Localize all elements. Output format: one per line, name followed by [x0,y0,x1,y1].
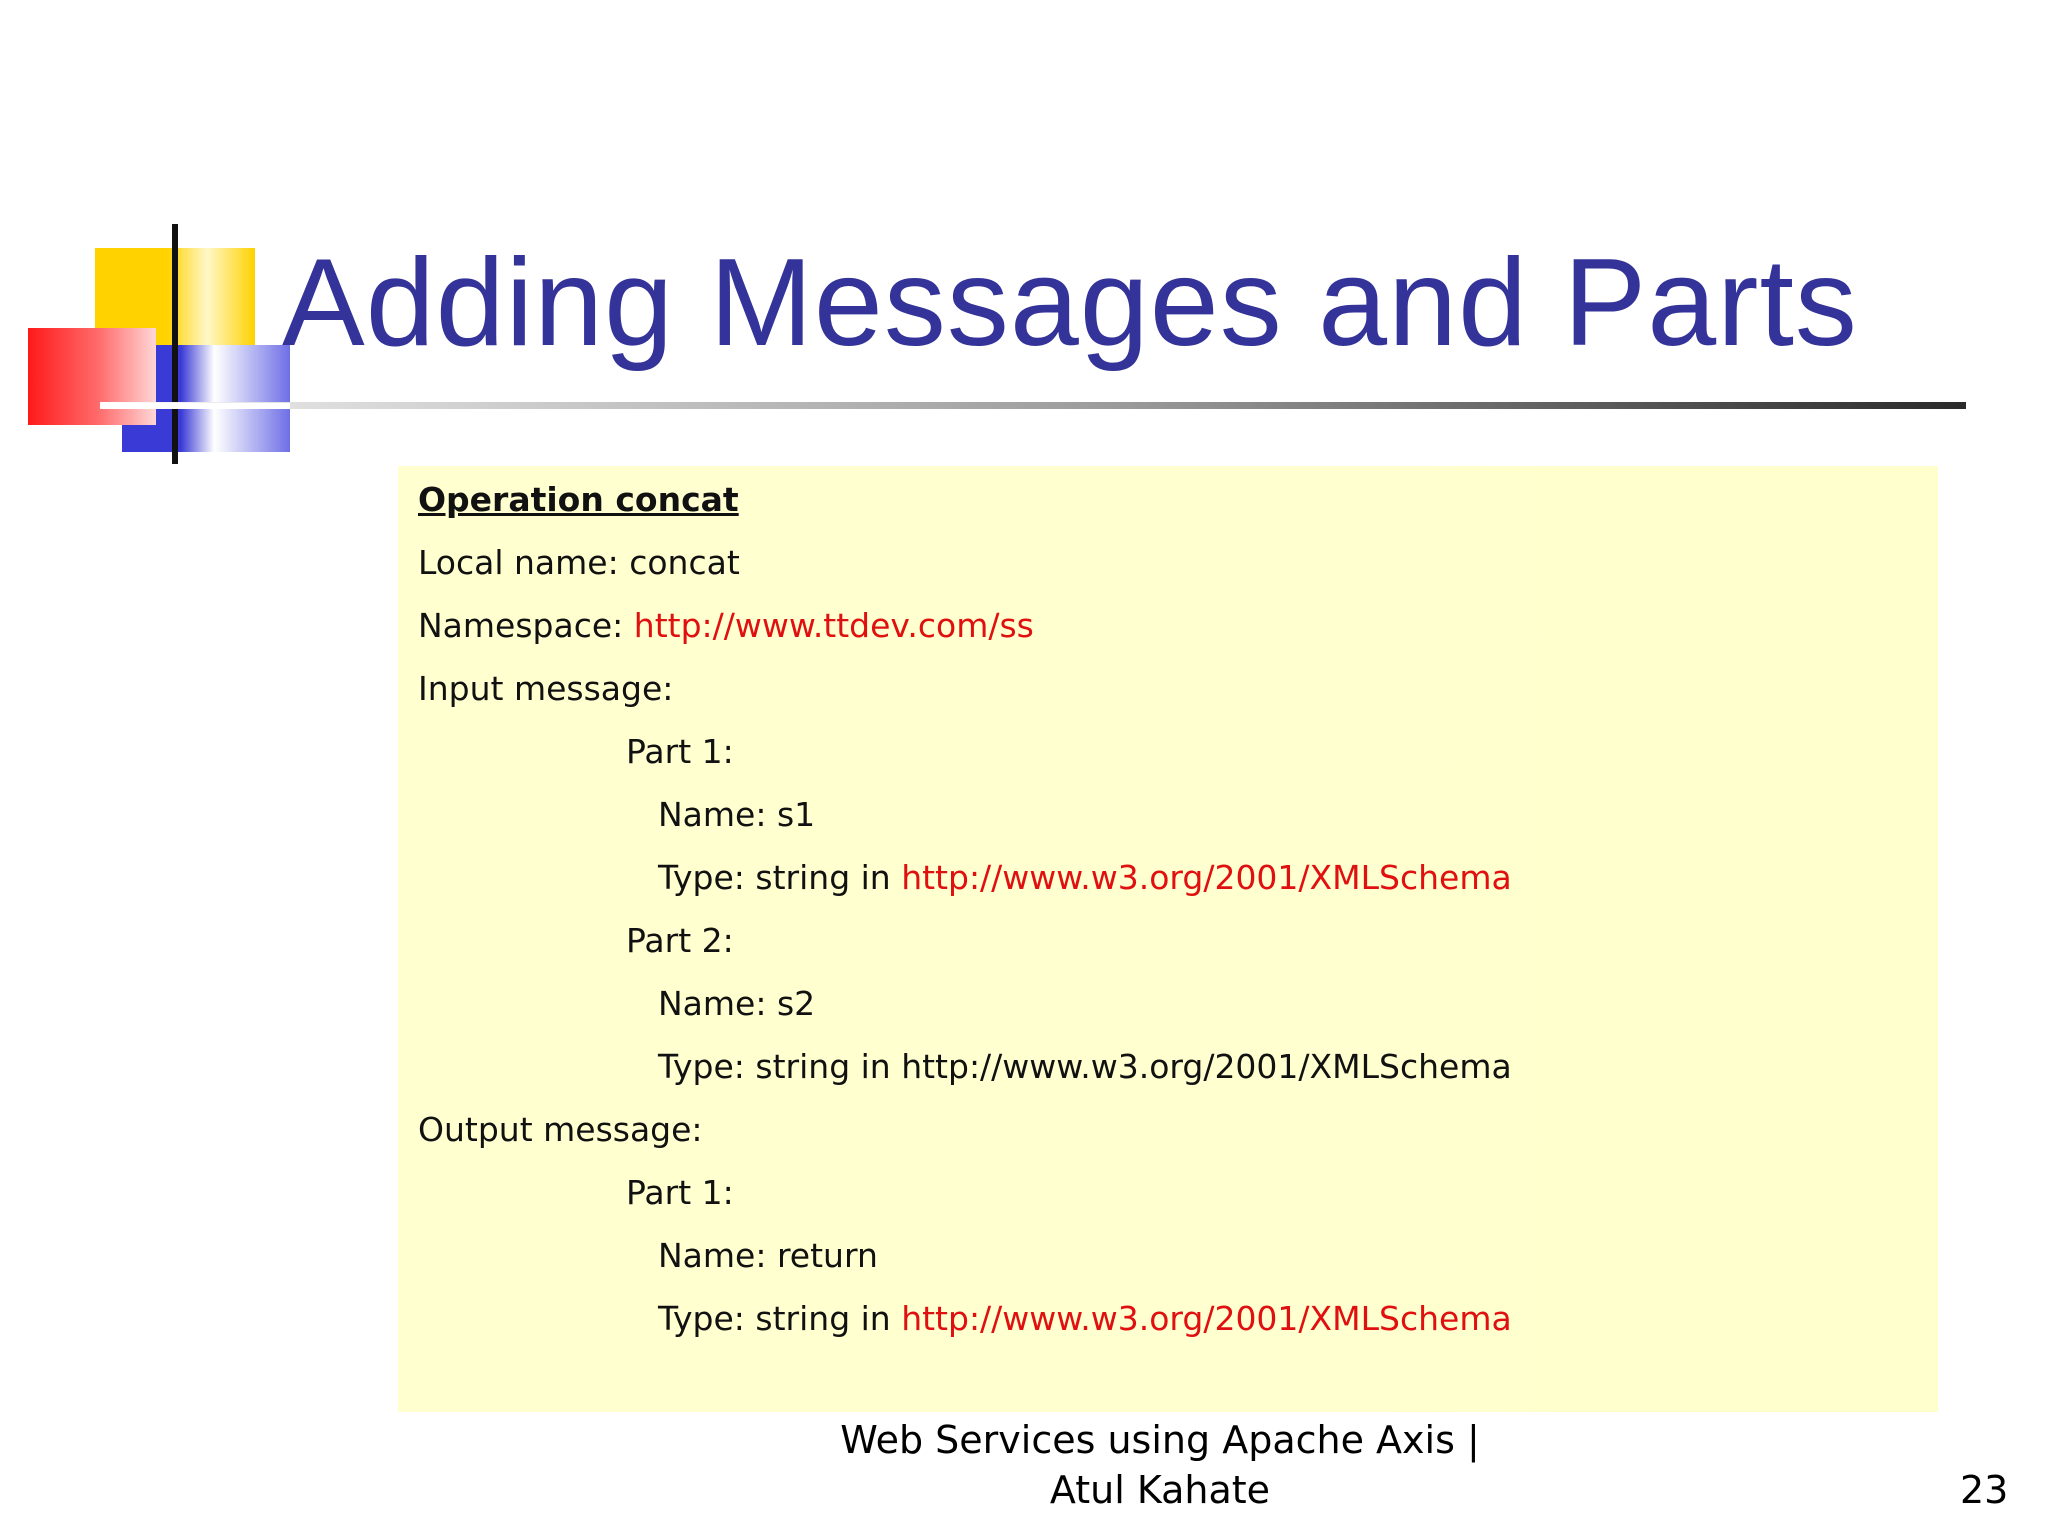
input-part1-name: Name: s1 [658,795,816,834]
output-part1-label: Part 1: [626,1173,734,1212]
footer-line2: Atul Kahate [1049,1468,1271,1512]
page-number: 23 [1960,1468,2009,1512]
output-part1-type-url-link[interactable]: http://www.w3.org/2001/XMLSchema [901,1299,1512,1338]
input-part1-type-label: Type: string in [658,858,902,897]
slide-footer [800,1415,1520,1515]
output-part1-type-label: Type: string in [658,1299,902,1338]
local-name-line: Local name: concat [418,543,740,582]
operation-heading: Operation concat [418,480,739,519]
footer-line1: Web Services using Apache Axis | [840,1418,1480,1462]
input-part1-type-line [658,858,1512,898]
input-message-label: Input message: [418,669,674,708]
namespace-line [418,606,1034,646]
content-panel [398,466,1938,1412]
input-part2-name: Name: s2 [658,984,816,1023]
logo-white-line [100,403,290,409]
namespace-url-link[interactable]: http://www.ttdev.com/ss [633,606,1034,645]
logo-vertical-line [172,224,178,464]
red-square [28,328,156,425]
output-part1-name: Name: return [658,1236,878,1275]
slide-title: Adding Messages and Parts [282,234,1858,372]
namespace-label: Namespace: [418,606,634,645]
output-message-label: Output message: [418,1110,703,1149]
input-part2-type-line: Type: string in http://www.w3.org/2001/XMLSchema [658,1047,1512,1086]
input-part2-label: Part 2: [626,921,734,960]
output-part1-type-line [658,1299,1512,1339]
title-underline [100,402,1966,409]
input-part1-label: Part 1: [626,732,734,771]
input-part1-type-url-link[interactable]: http://www.w3.org/2001/XMLSchema [901,858,1512,897]
